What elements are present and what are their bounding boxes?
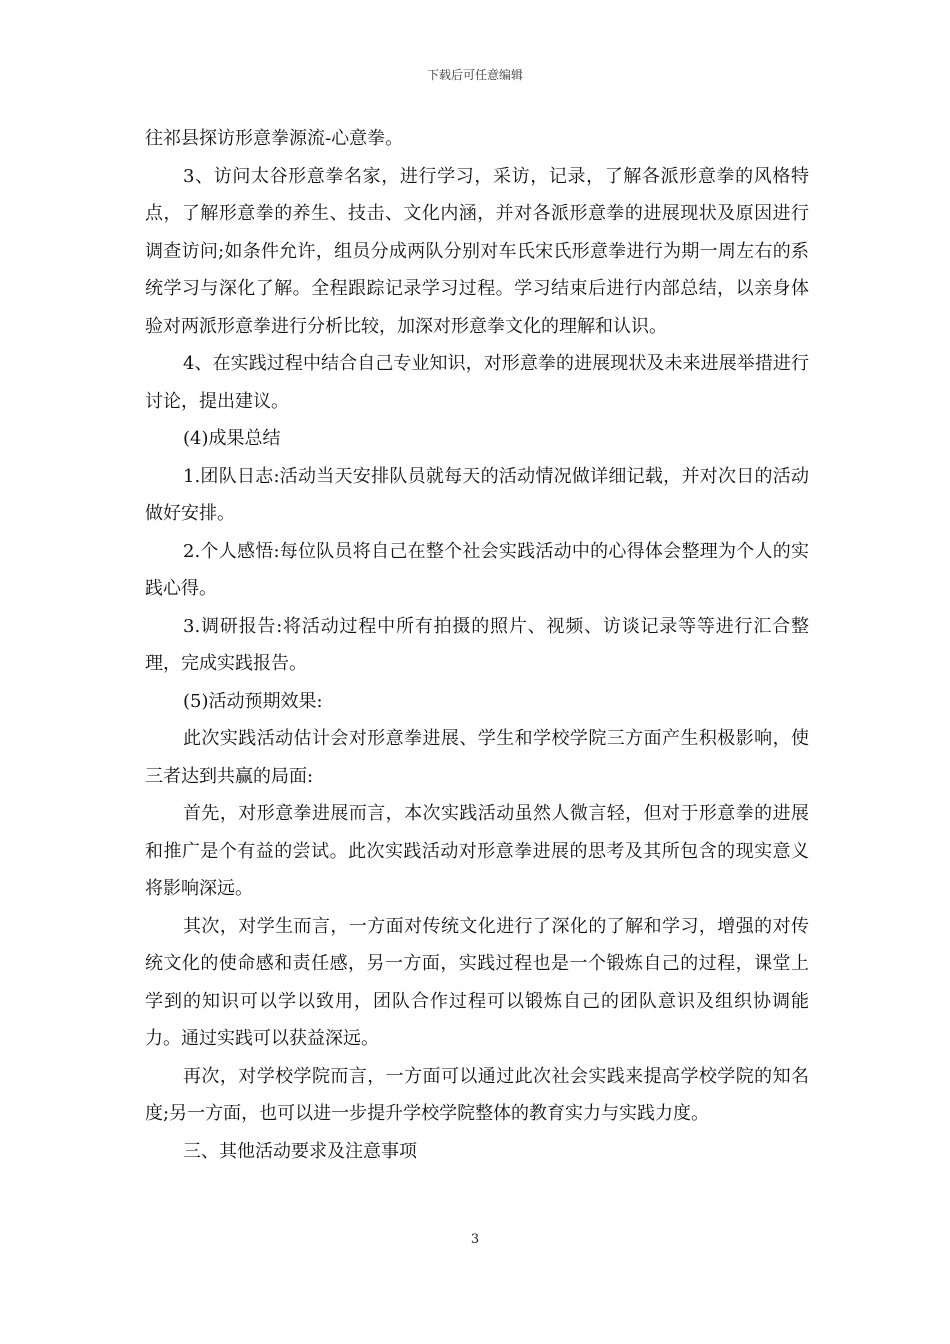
paragraph-expected-overview: 此次实践活动估计会对形意拳进展、学生和学校学院三方面产生积极影响，使三者达到共赢的局面:: [145, 728, 809, 787]
page-header: 下载后可任意编辑: [426, 68, 523, 82]
paragraph-personal-insight: 2.个人感悟:每位队员将自己在整个社会实践活动中的心得体会整理为个人的实践心得。: [145, 540, 809, 599]
page-number: 3: [470, 1232, 480, 1247]
section-heading-results: (4)成果总结: [183, 428, 281, 449]
paragraph-2: 3、访问太谷形意拳名家，进行学习，采访，记录，了解各派形意拳的风格特点，了解形意拳的养生、技击、文化内涵，并对各派形意拳的进展现状及原因进行调查访问;如条件允许，组员分成两队分别对车氏宋氏形意拳进行为期一周左右的系统学习与深化了解。全程跟踪记录学习过程。学习结束后进行内部总结，以亲身体验对两派形意拳进行分析比较，加深对形意拳文化的理解和认识。: [145, 165, 809, 337]
paragraph-1: 往祁县探访形意拳源流-心意拳。: [145, 128, 404, 149]
paragraph-first: 首先，对形意拳进展而言，本次实践活动虽然人微言轻，但对于形意拳的进展和推广是个有益的尝试。此次实践活动对形意拳进展的思考及其所包含的现实意义将影响深远。: [145, 803, 809, 899]
section-heading-other-requirements: 三、其他活动要求及注意事项: [183, 1140, 417, 1162]
paragraph-third: 再次，对学校学院而言，一方面可以通过此次社会实践来提高学校学院的知名度;另一方面，也可以进一步提升学校学院整体的教育实力与实践力度。: [145, 1065, 809, 1124]
paragraph-3: 4、在实践过程中结合自己专业知识，对形意拳的进展现状及未来进展举措进行讨论，提出建议。: [145, 353, 809, 412]
paragraph-second: 其次，对学生而言，一方面对传统文化进行了深化的了解和学习，增强的对传统文化的使命感和责任感，另一方面，实践过程也是一个锻炼自己的过程，课堂上学到的知识可以学以致用，团队合作过程可以锻炼自己的团队意识及组织协调能力。通过实践可以获益深远。: [145, 915, 809, 1049]
section-heading-expected-effect: (5)活动预期效果:: [183, 690, 323, 712]
document-body: [145, 120, 809, 1170]
paragraph-team-log: 1.团队日志:活动当天安排队员就每天的活动情况做详细记载，并对次日的活动做好安排。: [145, 465, 809, 524]
paragraph-research-report: 3.调研报告:将活动过程中所有拍摄的照片、视频、访谈记录等等进行汇合整理，完成实践报告。: [145, 615, 809, 674]
